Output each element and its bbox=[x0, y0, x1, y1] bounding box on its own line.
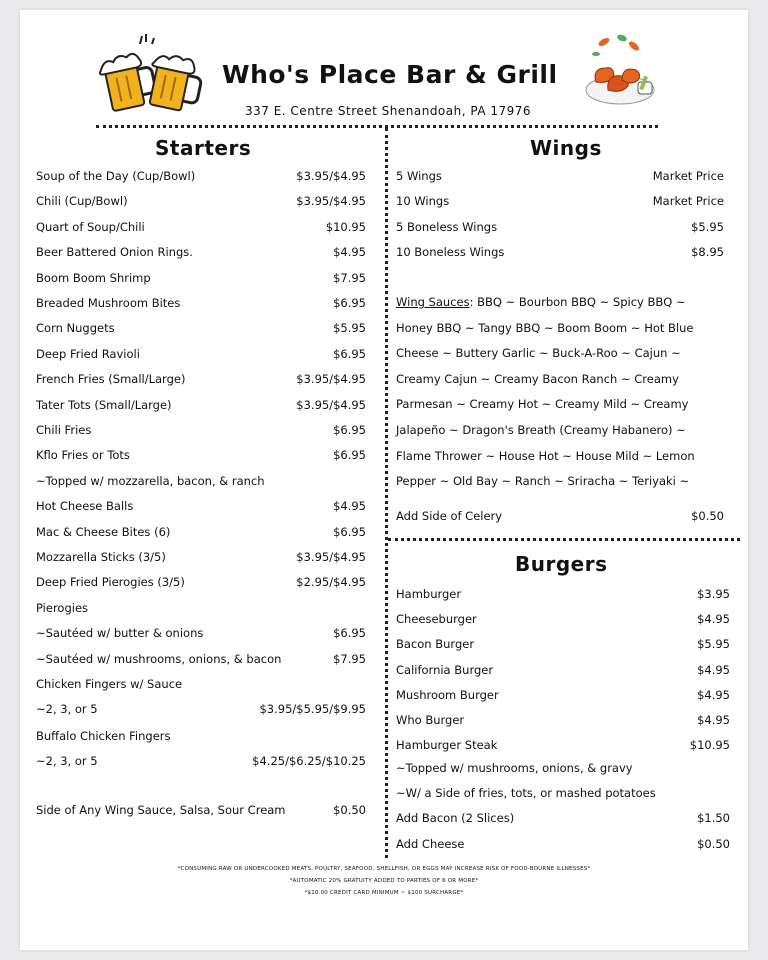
wing-sauces-line bbox=[396, 294, 686, 310]
item-name: Mushroom Burger bbox=[396, 687, 499, 702]
burger-note: ~Topped w/ mushrooms, onions, & gravy bbox=[396, 761, 633, 775]
footer-note: *CONSUMING RAW OR UNDERCOOKED MEATS, POULTRY, SEAFOOD, SHELLFISH, OR EGGS MAY INCREASE RISK OF FOOD-BOURNE ILLNESSES* bbox=[177, 866, 591, 872]
header-divider bbox=[96, 125, 658, 128]
wing-sauces-line: Parmesan ~ Creamy Hot ~ Creamy Mild ~ Creamy bbox=[396, 397, 689, 412]
starter-item-row bbox=[36, 753, 366, 769]
starter-item-row bbox=[36, 574, 366, 590]
item-price: $4.25/$6.25/$10.25 bbox=[252, 754, 366, 769]
beer-mugs-icon bbox=[100, 36, 200, 116]
side-sauce-row bbox=[36, 802, 366, 818]
burger-addon-row bbox=[396, 836, 730, 852]
item-price: Market Price bbox=[652, 169, 724, 183]
burgers-title: Burgers bbox=[515, 552, 608, 576]
wing-item-row bbox=[396, 219, 724, 235]
item-price: $7.95 bbox=[333, 270, 366, 285]
wings-burgers-divider bbox=[388, 538, 740, 541]
wing-item-row bbox=[396, 244, 724, 260]
wing-sauces-line: Jalapeño ~ Dragon's Breath (Creamy Habanero) ~ bbox=[396, 423, 686, 437]
item-name: Side of Any Wing Sauce, Salsa, Sour Cream bbox=[36, 803, 286, 817]
starter-item-row bbox=[36, 728, 366, 744]
item-price: $5.95 bbox=[691, 219, 724, 234]
item-name: Add Cheese bbox=[396, 836, 465, 851]
item-price: $4.95 bbox=[333, 245, 366, 260]
item-name: 5 Boneless Wings bbox=[396, 219, 498, 234]
starter-item-row bbox=[36, 371, 366, 387]
starter-item-row bbox=[36, 397, 366, 413]
starter-item-row bbox=[36, 651, 366, 667]
starter-item-row bbox=[36, 193, 366, 209]
item-price: $5.95 bbox=[333, 321, 366, 336]
item-name: Buffalo Chicken Fingers bbox=[36, 728, 171, 743]
item-name: Beer Battered Onion Rings. bbox=[36, 245, 193, 260]
starter-item-row bbox=[36, 422, 366, 438]
item-price: $10.95 bbox=[689, 738, 730, 753]
item-name: Add Side of Celery bbox=[396, 509, 503, 523]
item-name: ~Topped w/ mozzarella, bacon, & ranch bbox=[36, 473, 265, 488]
wing-sauces-line: Creamy Cajun ~ Creamy Bacon Ranch ~ Creamy bbox=[396, 371, 679, 386]
item-price: $4.95 bbox=[697, 713, 730, 727]
restaurant-title: Who's Place Bar & Grill bbox=[222, 60, 558, 89]
item-price: $1.50 bbox=[697, 811, 730, 825]
burger-item-row bbox=[396, 611, 730, 627]
starter-item-row bbox=[36, 676, 366, 692]
celery-row bbox=[396, 508, 724, 524]
item-name: 5 Wings bbox=[396, 169, 442, 183]
burger-note: ~W/ a Side of fries, tots, or mashed potatoes bbox=[396, 786, 656, 800]
item-name: Hot Cheese Balls bbox=[36, 499, 134, 514]
burger-item-row bbox=[396, 737, 730, 753]
column-divider bbox=[385, 128, 388, 858]
item-price: $7.95 bbox=[333, 651, 366, 666]
item-price: $3.95/$4.95 bbox=[296, 194, 366, 209]
item-price: $10.95 bbox=[325, 219, 366, 234]
item-price: $3.95/$4.95 bbox=[296, 550, 366, 564]
starter-item-row bbox=[36, 168, 366, 184]
item-name: Pierogies bbox=[36, 600, 89, 615]
item-name: Corn Nuggets bbox=[36, 321, 115, 336]
starter-item-row bbox=[36, 498, 366, 514]
item-name: California Burger bbox=[396, 662, 494, 677]
starter-item-row bbox=[36, 295, 366, 311]
burger-item-row bbox=[396, 586, 730, 602]
starter-item-row bbox=[36, 524, 366, 540]
item-name: Cheeseburger bbox=[396, 612, 477, 627]
item-name: Chicken Fingers w/ Sauce bbox=[36, 677, 183, 691]
item-name: Deep Fried Pierogies (3/5) bbox=[36, 575, 185, 590]
burger-addon-row bbox=[396, 810, 730, 826]
starter-item-row bbox=[36, 549, 366, 565]
item-name: Hamburger bbox=[396, 587, 462, 601]
item-price: $3.95 bbox=[697, 587, 730, 601]
item-price: $5.95 bbox=[697, 637, 730, 652]
starter-item-row bbox=[36, 270, 366, 286]
item-name: Add Bacon (2 Slices) bbox=[396, 811, 515, 825]
wing-sauces-line: Flame Thrower ~ House Hot ~ House Mild ~ Lemon bbox=[396, 448, 695, 463]
restaurant-address: 337 E. Centre Street Shenandoah, PA 17976 bbox=[245, 104, 532, 118]
starter-item-row bbox=[36, 219, 366, 235]
wing-sauces-label: Wing Sauces bbox=[396, 295, 470, 309]
item-name: French Fries (Small/Large) bbox=[36, 372, 186, 387]
footer-note: *$10.00 CREDIT CARD MINIMUM ~ $100 SURCHARGE* bbox=[304, 890, 464, 896]
burger-item-row bbox=[396, 662, 730, 678]
item-name: 10 Boneless Wings bbox=[396, 245, 505, 260]
item-name: Kflo Fries or Tots bbox=[36, 448, 130, 463]
item-price: $4.95 bbox=[697, 662, 730, 677]
item-price: $3.95/$4.95 bbox=[296, 169, 366, 183]
item-price: $4.95 bbox=[333, 499, 366, 514]
starter-item-row bbox=[36, 600, 366, 616]
item-price: $6.95 bbox=[333, 423, 366, 437]
item-name: Who Burger bbox=[396, 713, 465, 727]
burger-item-row bbox=[396, 636, 730, 652]
item-price: $6.95 bbox=[333, 296, 366, 310]
wings-title: Wings bbox=[530, 136, 602, 160]
starter-item-row bbox=[36, 244, 366, 260]
item-name: Hamburger Steak bbox=[396, 738, 498, 753]
item-price: $2.95/$4.95 bbox=[296, 575, 366, 590]
burger-item-row bbox=[396, 712, 730, 728]
item-name: Chili Fries bbox=[36, 423, 92, 437]
starter-item-row bbox=[36, 625, 366, 641]
item-price: $4.95 bbox=[697, 612, 730, 627]
item-name: ~2, 3, or 5 bbox=[36, 702, 98, 717]
starter-item-row bbox=[36, 320, 366, 336]
wing-sauces-line: Honey BBQ ~ Tangy BBQ ~ Boom Boom ~ Hot Blue bbox=[396, 320, 694, 335]
item-name: Breaded Mushroom Bites bbox=[36, 296, 181, 310]
item-name: 10 Wings bbox=[396, 194, 450, 209]
item-price: $3.95/$5.95/$9.95 bbox=[259, 702, 366, 717]
item-price: $0.50 bbox=[691, 509, 724, 523]
wing-sauces-text: : BBQ ~ Bourbon BBQ ~ Spicy BBQ ~ bbox=[469, 295, 686, 309]
item-price: $6.95 bbox=[333, 448, 366, 463]
item-price: $3.95/$4.95 bbox=[296, 372, 366, 387]
item-name: Boom Boom Shrimp bbox=[36, 270, 151, 285]
starter-item-row bbox=[36, 473, 366, 489]
item-price: $6.95 bbox=[333, 626, 366, 641]
item-price: $0.50 bbox=[697, 836, 730, 851]
item-price: Market Price bbox=[652, 194, 724, 209]
item-name: Mac & Cheese Bites (6) bbox=[36, 524, 171, 539]
wing-item-row bbox=[396, 193, 724, 209]
item-name: Bacon Burger bbox=[396, 637, 475, 652]
item-price: $6.95 bbox=[333, 346, 366, 361]
footer-note: *AUTOMATIC 20% GRATUITY ADDED TO PARTIES OF 6 OR MORE* bbox=[289, 878, 479, 884]
item-name: Mozzarella Sticks (3/5) bbox=[36, 550, 166, 564]
starter-item-row bbox=[36, 346, 366, 362]
wing-sauces-line: Pepper ~ Old Bay ~ Ranch ~ Sriracha ~ Teriyaki ~ bbox=[396, 474, 690, 489]
wing-item-row bbox=[396, 168, 724, 184]
item-name: ~Sautéed w/ mushrooms, onions, & bacon bbox=[36, 651, 282, 666]
burger-item-row bbox=[396, 687, 730, 703]
item-name: Chili (Cup/Bowl) bbox=[36, 194, 128, 209]
item-price: $8.95 bbox=[691, 245, 724, 260]
item-price: $4.95 bbox=[697, 687, 730, 702]
item-name: ~Sautéed w/ butter & onions bbox=[36, 626, 204, 641]
starter-item-row bbox=[36, 701, 366, 717]
chicken-wings-icon bbox=[582, 32, 662, 112]
starters-title: Starters bbox=[155, 136, 252, 160]
starter-item-row bbox=[36, 447, 366, 463]
item-price: $3.95/$4.95 bbox=[296, 397, 366, 412]
item-name: Deep Fried Ravioli bbox=[36, 346, 140, 361]
item-name: Soup of the Day (Cup/Bowl) bbox=[36, 169, 196, 183]
wing-sauces-line: Cheese ~ Buttery Garlic ~ Buck-A-Roo ~ Cajun ~ bbox=[396, 346, 681, 361]
item-price: $6.95 bbox=[333, 524, 366, 539]
item-name: Quart of Soup/Chili bbox=[36, 219, 145, 234]
item-name: ~2, 3, or 5 bbox=[36, 754, 98, 769]
item-price: $0.50 bbox=[333, 803, 366, 817]
item-name: Tater Tots (Small/Large) bbox=[36, 397, 172, 412]
